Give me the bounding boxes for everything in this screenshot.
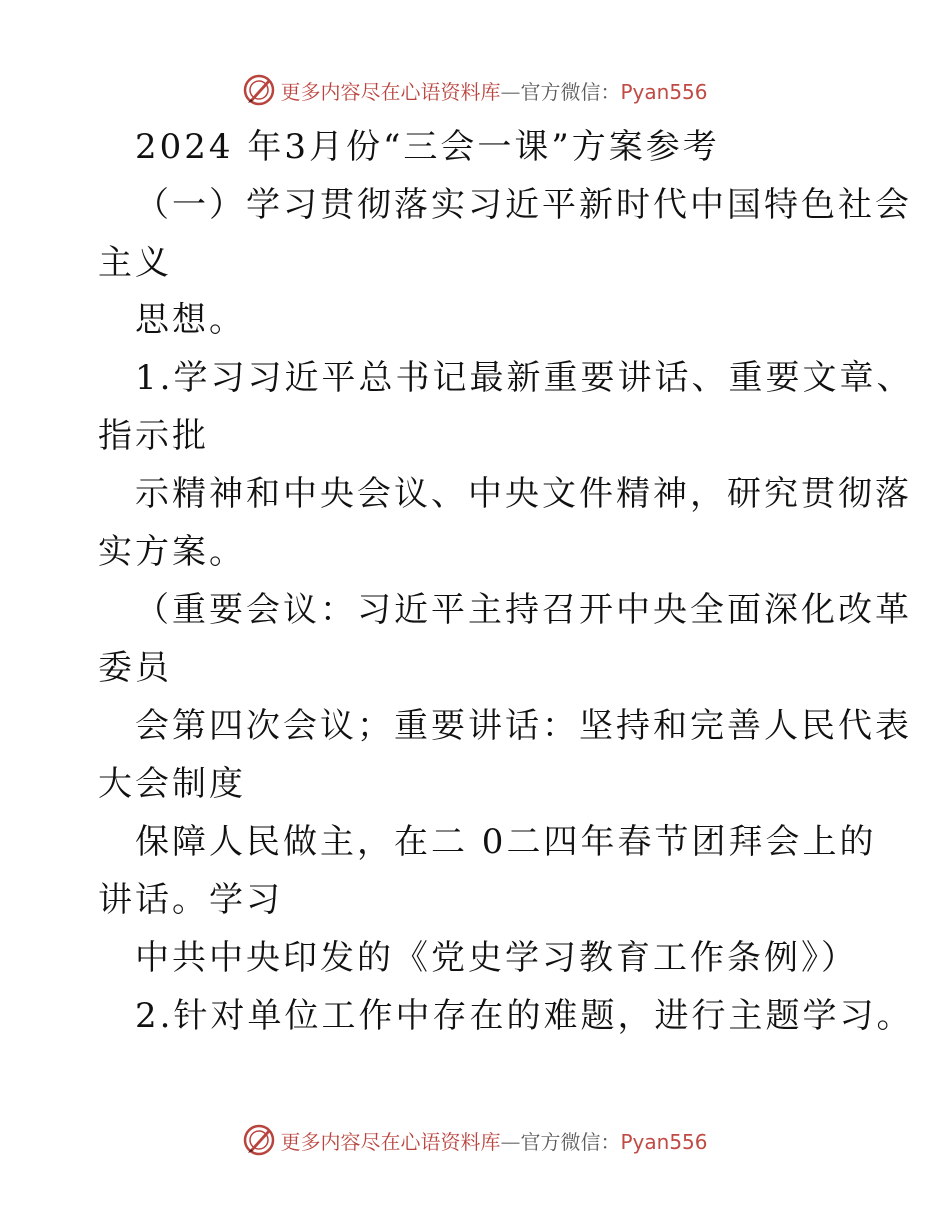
watermark-site-text: 更多内容尽在心语资料库 xyxy=(280,1129,501,1154)
watermark-wechat-id: Pyan556 xyxy=(620,79,708,104)
document-line: 指示批 xyxy=(98,416,209,456)
watermark-dash: — xyxy=(500,79,521,104)
document-line: （重要会议：习近平主持召开中央全面深化改革 xyxy=(135,590,912,630)
watermark-site-text: 更多内容尽在心语资料库 xyxy=(280,79,501,104)
document-line: 保障人民做主，在二 0二四年春节团拜会上的 xyxy=(135,822,877,862)
watermark-wechat-id: Pyan556 xyxy=(620,1129,708,1154)
document-line: 委员 xyxy=(98,648,172,688)
document-line: 讲话。学习 xyxy=(98,880,283,920)
quill-pen-seal-icon xyxy=(242,1123,276,1157)
watermark-dash: — xyxy=(500,1129,521,1154)
watermark-label: 官方微信： xyxy=(520,79,621,104)
footer-watermark xyxy=(0,1120,950,1160)
document-line: 会第四次会议；重要讲话：坚持和完善人民代表 xyxy=(135,706,912,746)
document-line: 主义 xyxy=(98,243,172,283)
document-line: （一）学习贯彻落实习近平新时代中国特色社会 xyxy=(135,185,912,225)
document-title: 2024 年3月份“三会一课”方案参考 xyxy=(135,127,720,167)
document-line: 示精神和中央会议、中央文件精神，研究贯彻落 xyxy=(135,474,912,514)
document-line: 大会制度 xyxy=(98,764,246,804)
document-line: 2.针对单位工作中存在的难题，进行主题学习。 xyxy=(135,996,914,1036)
document-line: 1.学习习近平总书记最新重要讲话、重要文章、 xyxy=(135,358,914,398)
document-line: 实方案。 xyxy=(98,532,246,572)
document-line: 中共中央印发的《党史学习教育工作条例》） xyxy=(135,938,858,978)
document-line: 思想。 xyxy=(135,300,246,340)
watermark-label: 官方微信： xyxy=(520,1129,621,1154)
